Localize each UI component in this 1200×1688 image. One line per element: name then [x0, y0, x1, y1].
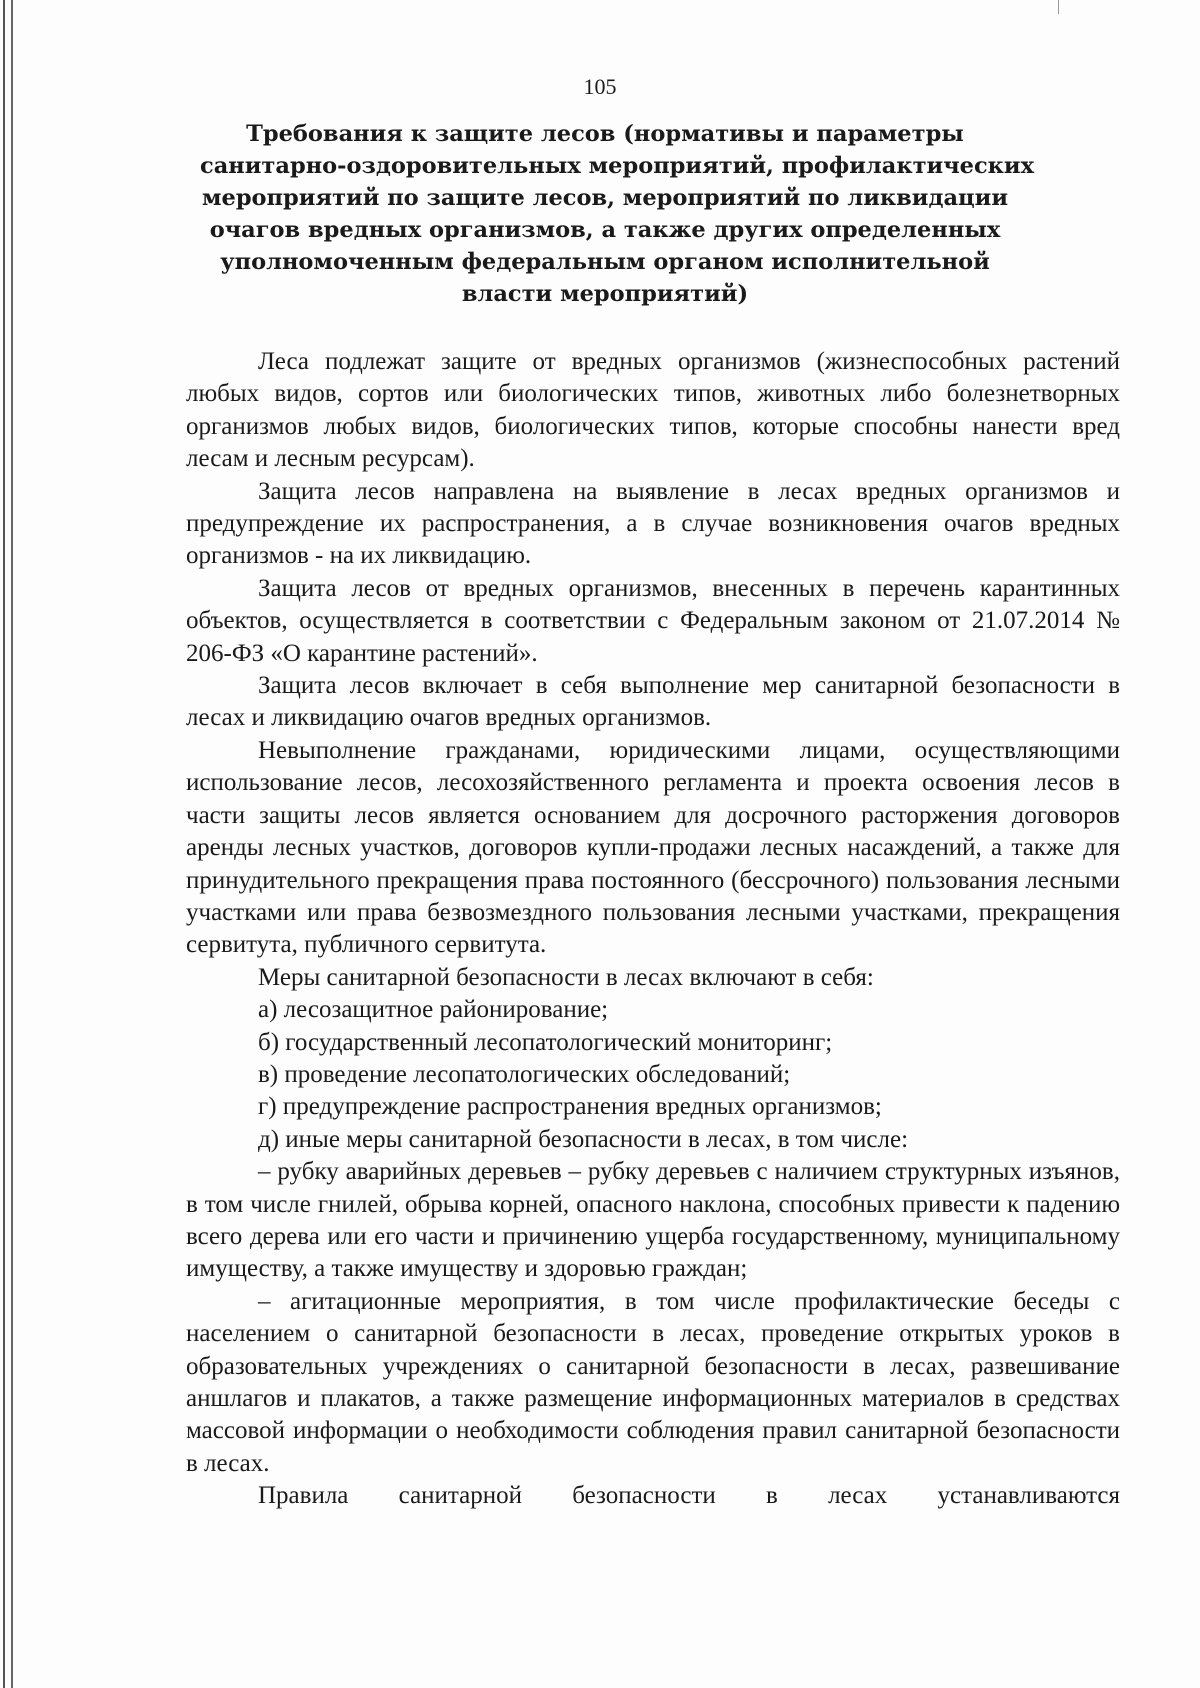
section-title [200, 118, 1035, 310]
paragraph: Леса подлежат защите от вредных организмов (жизнеспособных растений любых видов, сортов или биологических типов, животных либо болезнетворных организмов любых видов, биологических типов, которые способны нанести вред лесам и лесным ресурсам). [186, 348, 1120, 473]
title-line: Требования к защите лесов (нормативы и параметры [246, 121, 964, 147]
paragraph: Защита лесов от вредных организмов, внесенных в перечень карантинных объектов, осуществляется в соответствии с Федеральным законом от 21.07.2014 № 206-ФЗ «О карантине растений». [186, 574, 1120, 667]
list-item: г) предупреждение распространения вредных организмов; [258, 1093, 882, 1121]
paragraph: – рубку аварийных деревьев – рубку деревьев с наличием структурных изъянов, в том числе гнилей, обрыва корней, опасного наклона, способных привести к падению всего дерева или его части и причинению ущерба государственному, муниципальному имуществу, а также имуществу и здоровью граждан; [186, 1158, 1120, 1283]
scan-tick-mark [1058, 0, 1059, 14]
page-number: 105 [583, 74, 617, 99]
paragraph: Меры санитарной безопасности в лесах включают в себя: [258, 963, 874, 991]
document-body [186, 346, 1120, 1513]
list-item: а) лесозащитное районирование; [258, 996, 609, 1024]
paragraph: Правила санитарной безопасности в лесах устанавливаются [258, 1482, 1120, 1510]
list-item: д) иные меры санитарной безопасности в лесах, в том числе: [258, 1125, 909, 1153]
paragraph: Защита лесов включает в себя выполнение мер санитарной безопасности в лесах и ликвидацию очагов вредных организмов. [186, 672, 1120, 732]
title-line: уполномоченным федеральным органом исполнительной [220, 249, 990, 275]
title-line: санитарно-оздоровительных мероприятий, профилактических [200, 153, 1035, 179]
list-item: б) государственный лесопатологический мониторинг; [258, 1028, 833, 1056]
scan-edge-mark [3, 0, 5, 1688]
title-line: очагов вредных организмов, а также других определенных [209, 217, 1001, 243]
title-line: мероприятий по защите лесов, мероприятий по ликвидации [201, 185, 1009, 211]
title-line: власти мероприятий) [461, 281, 749, 307]
paragraph: Защита лесов направлена на выявление в лесах вредных организмов и предупреждение их распространения, а в случае возникновения очагов вредных организмов - на их ликвидацию. [186, 477, 1120, 570]
paragraph: Невыполнение гражданами, юридическими лицами, осуществляющими использование лесов, лесохозяйственного регламента и проекта освоения лесов в части защиты лесов является основанием для досрочного расторжения договоров аренды лесных участков, договоров купли-продажи лесных насаждений, а также для принудительного прекращения права постоянного (бессрочного) пользования лесными участками или права безвозмездного пользования лесными участками, прекращения сервитута, публичного сервитута. [186, 736, 1120, 959]
list-item: в) проведение лесопатологических обследований; [258, 1060, 791, 1088]
scan-edge-mark [11, 0, 13, 1688]
paragraph: – агитационные мероприятия, в том числе профилактические беседы с населением о санитарной безопасности в лесах, проведение открытых уроков в образовательных учреждениях о санитарной безопасности в лесах, развешивание аншлагов и плакатов, а также размещение информационных материалов в средствах массовой информации о необходимости соблюдения правил санитарной безопасности в лесах. [186, 1287, 1120, 1477]
